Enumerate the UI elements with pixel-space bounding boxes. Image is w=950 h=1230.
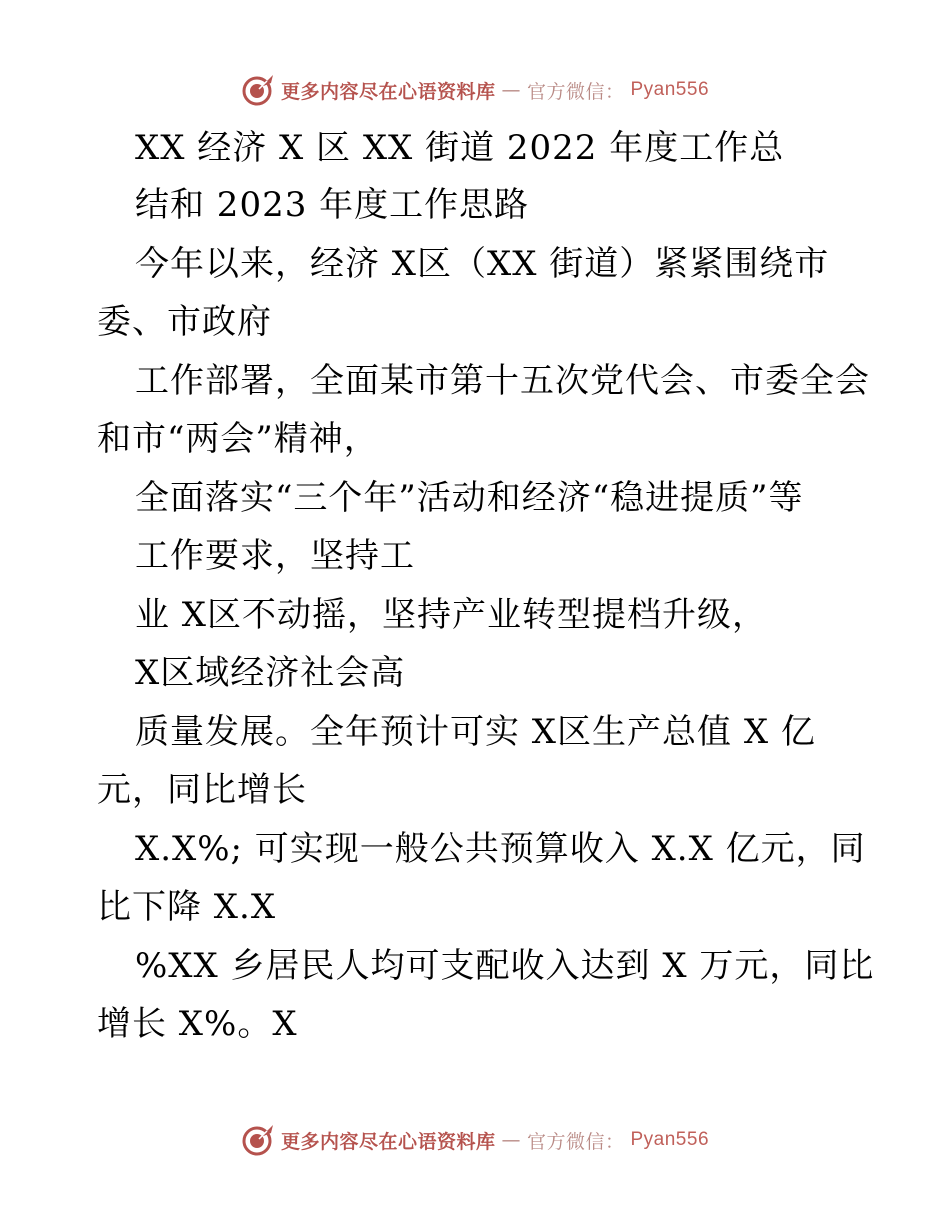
watermark-main-text: 更多内容尽在心语资料库 [280,1130,496,1153]
feather-pen-logo-icon [241,1123,275,1157]
paragraph-line: 业 X区不动摇，坚持产业转型提档升级， [135,595,768,635]
watermark-wechat-id: Pyan556 [630,79,710,100]
paragraph-line: 元，同比增长 [97,770,307,810]
paragraph-line: 和市“两会”精神， [97,419,379,459]
paragraph-line: 全面落实“三个年”活动和经济“稳进提质”等 [135,478,804,518]
doc-title-line-2: 结和 2023 年度工作思路 [135,185,530,225]
paragraph-line: 质量发展。全年预计可实 X区生产总值 X 亿 [135,712,816,752]
paragraph-line: 工作部署，全面某市第十五次党代会、市委全会 [135,361,870,401]
paragraph-line: X区域经济社会高 [135,653,406,693]
paragraph-line: 增长 X%。X [97,1004,298,1044]
paragraph-line: X.X%; 可实现一般公共预算收入 X.X 亿元，同 [135,829,866,869]
watermark-label: 官方微信： [526,1130,625,1153]
watermark-wechat-id: Pyan556 [630,1129,710,1150]
watermark-dash: — [501,79,521,101]
footer-watermark [0,1120,950,1160]
doc-title-line-1: XX 经济 X 区 XX 街道 2022 年度工作总 [135,128,785,168]
paragraph-line: 委、市政府 [97,302,272,342]
watermark-dash: — [501,1129,521,1151]
paragraph-line: 今年以来，经济 X区（XX 街道）紧紧围绕市 [135,244,830,284]
paragraph-line: 比下降 X.X [97,887,277,927]
watermark-label: 官方微信： [526,80,625,103]
watermark-main-text: 更多内容尽在心语资料库 [280,80,496,103]
paragraph-line: %XX 乡居民人均可支配收入达到 X 万元，同比 [135,946,875,986]
paragraph-line: 工作要求，坚持工 [135,536,415,576]
